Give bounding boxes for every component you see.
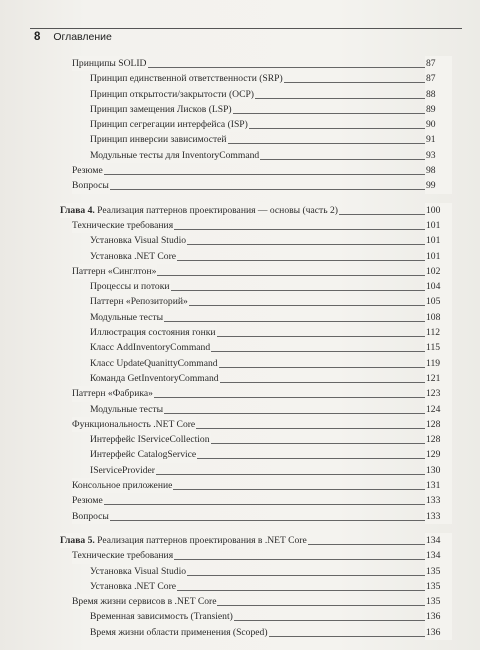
toc-entry-title: Интерфейс CatalogService xyxy=(90,447,197,462)
toc-entry[interactable] xyxy=(0,87,480,102)
toc-entry[interactable] xyxy=(0,625,480,640)
toc-entry-page: 101 xyxy=(425,218,452,233)
toc-entry[interactable] xyxy=(0,294,480,309)
toc-entry[interactable] xyxy=(0,163,480,178)
toc-entry[interactable] xyxy=(0,371,480,386)
toc-entry-title: Модульные тесты xyxy=(90,402,164,417)
toc-entry[interactable] xyxy=(0,102,480,117)
toc-entry-title: Установка Visual Studio xyxy=(90,564,187,579)
toc-entry[interactable] xyxy=(0,402,480,417)
toc-entry-title: Глава 5. Реализация паттернов проектирования в .NET Core xyxy=(60,533,308,548)
toc-entry[interactable] xyxy=(0,533,480,548)
toc-entry-title: Принцип инверсии зависимостей xyxy=(90,132,228,147)
toc-entry-title: Процессы и потоки xyxy=(90,279,171,294)
toc-entry[interactable] xyxy=(0,117,480,132)
toc-entry-title: Модульные тесты xyxy=(90,310,164,325)
toc-entry-page: 129 xyxy=(425,447,452,462)
toc-entry[interactable] xyxy=(0,279,480,294)
toc-entry-page: 123 xyxy=(425,386,452,401)
toc-entry-page: 112 xyxy=(425,325,452,340)
leader-line xyxy=(72,504,450,505)
toc-entry-title: Принцип замещения Лисков (LSP) xyxy=(90,102,233,117)
toc-entry-title: Установка .NET Core xyxy=(90,249,177,264)
toc-entry[interactable] xyxy=(0,447,480,462)
table-of-contents xyxy=(0,56,480,640)
toc-entry-page: 128 xyxy=(425,417,452,432)
toc-entry-title: Глава 4. Реализация паттернов проектирования — основы (часть 2) xyxy=(60,203,339,218)
toc-entry-page: 121 xyxy=(425,371,452,386)
toc-entry-title: Модульные тесты для InventoryCommand xyxy=(90,148,260,163)
header-rule xyxy=(30,28,462,29)
toc-entry-title: Паттерн «Репозиторий» xyxy=(90,294,189,309)
toc-entry-page: 135 xyxy=(425,564,452,579)
toc-entry-page: 130 xyxy=(425,463,452,478)
toc-entry[interactable] xyxy=(0,463,480,478)
toc-entry[interactable] xyxy=(0,178,480,193)
toc-entry-page: 101 xyxy=(425,249,452,264)
leader-line xyxy=(72,189,450,190)
toc-entry[interactable] xyxy=(0,310,480,325)
toc-entry-page: 136 xyxy=(425,609,452,624)
toc-entry-page: 115 xyxy=(425,340,452,355)
toc-entry[interactable] xyxy=(0,203,480,218)
page-number: 8 xyxy=(34,31,41,43)
toc-entry-page: 100 xyxy=(425,203,452,218)
toc-entry[interactable] xyxy=(0,325,480,340)
toc-entry-title: Класс UpdateQuanittyCommand xyxy=(90,356,219,371)
toc-entry-page: 89 xyxy=(425,102,452,117)
toc-entry-title: Установка Visual Studio xyxy=(90,233,187,248)
toc-entry-page: 98 xyxy=(425,163,452,178)
toc-entry-title: Технические требования xyxy=(72,218,174,233)
toc-entry-page: 102 xyxy=(425,264,452,279)
toc-entry-title: Установка .NET Core xyxy=(90,579,177,594)
toc-entry[interactable] xyxy=(0,356,480,371)
toc-entry-title: Консольное приложение xyxy=(72,478,173,493)
toc-entry[interactable] xyxy=(0,386,480,401)
toc-entry[interactable] xyxy=(0,56,480,71)
toc-entry-page: 135 xyxy=(425,579,452,594)
toc-entry-page: 88 xyxy=(425,87,452,102)
chapter-label: Глава 4. xyxy=(60,204,95,216)
toc-entry[interactable] xyxy=(0,548,480,563)
toc-entry-page: 101 xyxy=(425,233,452,248)
toc-entry-page: 108 xyxy=(425,310,452,325)
toc-entry-page: 87 xyxy=(425,56,452,71)
toc-entry[interactable] xyxy=(0,609,480,624)
toc-entry-page: 90 xyxy=(425,117,452,132)
toc-entry[interactable] xyxy=(0,493,480,508)
toc-entry-page: 131 xyxy=(425,478,452,493)
toc-entry-page: 104 xyxy=(425,279,452,294)
toc-entry-page: 128 xyxy=(425,432,452,447)
toc-entry-title: IServiceProvider xyxy=(90,463,156,478)
toc-entry-page: 134 xyxy=(425,533,452,548)
toc-entry[interactable] xyxy=(0,564,480,579)
toc-entry[interactable] xyxy=(0,218,480,233)
toc-entry-page: 119 xyxy=(425,356,452,371)
toc-entry-title: Вопросы xyxy=(72,509,110,524)
toc-entry[interactable] xyxy=(0,579,480,594)
toc-entry-page: 134 xyxy=(425,548,452,563)
toc-entry-page: 87 xyxy=(425,71,452,86)
toc-entry-title: Иллюстрация состояния гонки xyxy=(90,325,217,340)
chapter-label: Глава 5. xyxy=(60,534,95,546)
toc-entry[interactable] xyxy=(0,233,480,248)
toc-entry-page: 124 xyxy=(425,402,452,417)
toc-entry[interactable] xyxy=(0,509,480,524)
toc-entry-page: 91 xyxy=(425,132,452,147)
toc-entry[interactable] xyxy=(0,417,480,432)
toc-entry-title: Вопросы xyxy=(72,178,110,193)
toc-entry-title: Интерфейс IServiceCollection xyxy=(90,432,211,447)
toc-entry[interactable] xyxy=(0,249,480,264)
toc-entry-title: Команда GetInventoryCommand xyxy=(90,371,220,386)
toc-entry[interactable] xyxy=(0,148,480,163)
toc-entry[interactable] xyxy=(0,71,480,86)
toc-entry-title: Резюме xyxy=(72,163,104,178)
toc-entry-title: Принципы SOLID xyxy=(72,56,148,71)
toc-entry-title: Паттерн «Фабрика» xyxy=(72,386,154,401)
toc-entry-title: Время жизни области применения (Scoped) xyxy=(90,625,269,640)
toc-entry-page: 93 xyxy=(425,148,452,163)
toc-entry-page: 136 xyxy=(425,625,452,640)
leader-line xyxy=(72,174,450,175)
toc-entry-title: Класс AddInventoryCommand xyxy=(90,340,211,355)
toc-entry-page: 99 xyxy=(425,178,452,193)
toc-entry[interactable] xyxy=(0,132,480,147)
toc-entry-title: Технические требования xyxy=(72,548,174,563)
running-header-title: Оглавление xyxy=(53,31,112,43)
toc-entry-title: Время жизни сервисов в .NET Core xyxy=(72,594,217,609)
toc-entry[interactable] xyxy=(0,432,480,447)
toc-entry-title: Паттерн «Синглтон» xyxy=(72,264,157,279)
toc-entry-title: Принцип открытости/закрытости (OCP) xyxy=(90,87,255,102)
toc-entry-title: Принцип сегрегации интерфейса (ISP) xyxy=(90,117,249,132)
running-header xyxy=(34,31,112,43)
toc-entry-page: 135 xyxy=(425,594,452,609)
toc-entry-title: Принцип единственной ответственности (SRP) xyxy=(90,71,284,86)
toc-entry-title: Функциональность .NET Core xyxy=(72,417,196,432)
toc-entry-page: 133 xyxy=(425,509,452,524)
toc-entry-page: 105 xyxy=(425,294,452,309)
leader-line xyxy=(72,520,450,521)
toc-entry-title: Временная зависимость (Transient) xyxy=(90,609,234,624)
toc-entry-title: Резюме xyxy=(72,493,104,508)
toc-entry[interactable] xyxy=(0,264,480,279)
toc-entry[interactable] xyxy=(0,478,480,493)
toc-entry[interactable] xyxy=(0,340,480,355)
toc-entry-page: 133 xyxy=(425,493,452,508)
toc-entry[interactable] xyxy=(0,594,480,609)
